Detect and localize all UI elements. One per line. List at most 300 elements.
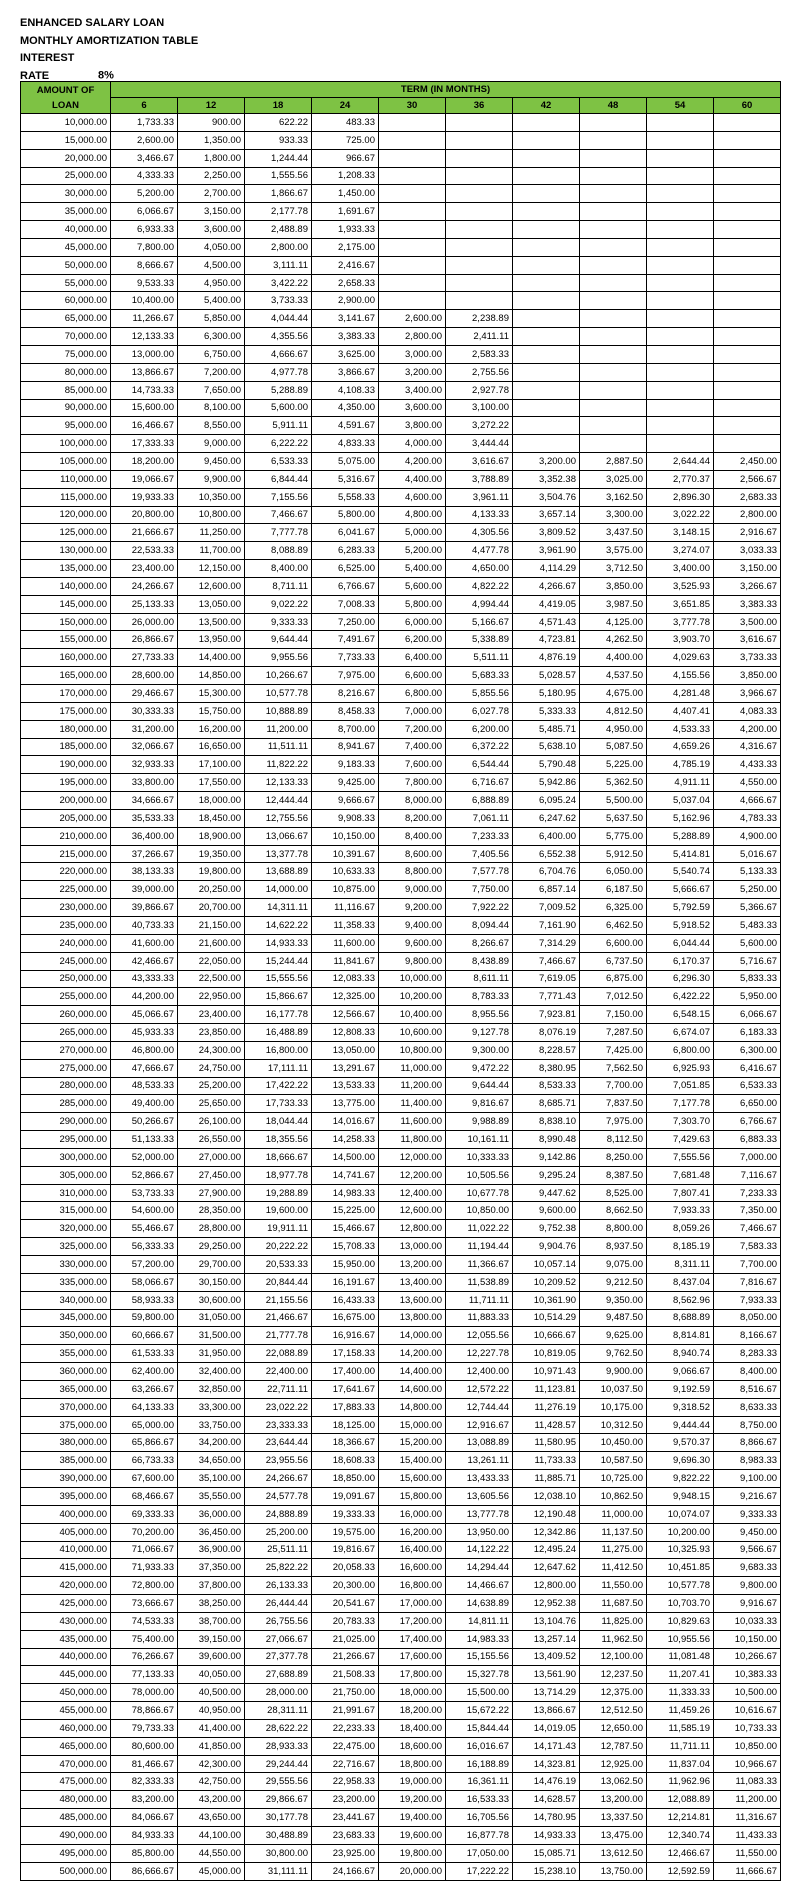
amortization-cell: 16,188.89 xyxy=(446,1755,513,1773)
amortization-cell: 18,608.33 xyxy=(312,1452,379,1470)
amortization-cell: 3,903.70 xyxy=(647,631,714,649)
amortization-cell: 13,777.78 xyxy=(446,1505,513,1523)
table-row xyxy=(21,827,781,845)
amortization-cell: 9,127.78 xyxy=(446,1024,513,1042)
amortization-cell: 14,258.33 xyxy=(312,1131,379,1149)
amortization-cell: 16,800.00 xyxy=(379,1577,446,1595)
loan-amount-cell: 260,000.00 xyxy=(21,1006,111,1024)
loan-amount-cell: 65,000.00 xyxy=(21,310,111,328)
amortization-cell: 42,750.00 xyxy=(178,1773,245,1791)
amortization-cell: 5,133.33 xyxy=(714,863,781,881)
amortization-cell: 5,288.89 xyxy=(647,827,714,845)
loan-amount-cell: 345,000.00 xyxy=(21,1309,111,1327)
amortization-cell: 8,088.89 xyxy=(245,542,312,560)
loan-amount-cell: 35,000.00 xyxy=(21,203,111,221)
amortization-cell: 6,525.00 xyxy=(312,560,379,578)
amortization-cell: 10,266.67 xyxy=(245,667,312,685)
amortization-cell: 28,933.33 xyxy=(245,1737,312,1755)
amortization-cell: 27,377.78 xyxy=(245,1648,312,1666)
amortization-cell: 21,666.67 xyxy=(111,524,178,542)
amortization-cell xyxy=(379,185,446,203)
amortization-cell: 6,750.00 xyxy=(178,345,245,363)
amortization-cell: 27,450.00 xyxy=(178,1166,245,1184)
amortization-cell: 12,925.00 xyxy=(580,1755,647,1773)
amortization-cell: 16,177.78 xyxy=(245,1006,312,1024)
amortization-cell: 10,577.78 xyxy=(245,685,312,703)
amortization-cell: 5,855.56 xyxy=(446,685,513,703)
amortization-cell: 27,688.89 xyxy=(245,1666,312,1684)
amortization-cell: 16,200.00 xyxy=(178,720,245,738)
amortization-cell: 4,785.19 xyxy=(647,756,714,774)
amortization-cell: 6,548.15 xyxy=(647,1006,714,1024)
amortization-cell: 2,177.78 xyxy=(245,203,312,221)
amortization-cell: 4,333.33 xyxy=(111,167,178,185)
amortization-cell: 7,750.00 xyxy=(446,881,513,899)
amortization-cell: 10,361.90 xyxy=(513,1291,580,1309)
amortization-cell: 9,000.00 xyxy=(178,435,245,453)
amortization-cell: 14,741.67 xyxy=(312,1166,379,1184)
amortization-cell: 56,333.33 xyxy=(111,1238,178,1256)
table-row xyxy=(21,274,781,292)
amortization-cell: 20,058.33 xyxy=(312,1559,379,1577)
amount-of-loan-header: AMOUNT OF LOAN xyxy=(21,82,111,114)
amortization-cell: 64,133.33 xyxy=(111,1398,178,1416)
amortization-cell: 5,911.11 xyxy=(245,417,312,435)
amortization-cell: 5,166.67 xyxy=(446,613,513,631)
amortization-cell: 22,400.00 xyxy=(245,1363,312,1381)
loan-amount-cell: 120,000.00 xyxy=(21,506,111,524)
amortization-cell: 7,800.00 xyxy=(111,238,178,256)
amortization-cell: 12,100.00 xyxy=(580,1648,647,1666)
loan-amount-cell: 130,000.00 xyxy=(21,542,111,560)
amortization-cell: 6,888.89 xyxy=(446,792,513,810)
amortization-cell: 8,633.33 xyxy=(714,1398,781,1416)
amortization-cell: 57,200.00 xyxy=(111,1256,178,1274)
amortization-cell: 84,933.33 xyxy=(111,1827,178,1845)
amortization-cell: 11,081.48 xyxy=(647,1648,714,1666)
amortization-cell: 3,200.00 xyxy=(379,363,446,381)
amortization-cell xyxy=(714,381,781,399)
amortization-cell: 10,312.50 xyxy=(580,1416,647,1434)
loan-amount-cell: 215,000.00 xyxy=(21,845,111,863)
amortization-cell: 23,955.56 xyxy=(245,1452,312,1470)
amortization-cell: 7,161.90 xyxy=(513,916,580,934)
amortization-cell: 3,141.67 xyxy=(312,310,379,328)
amortization-cell: 22,050.00 xyxy=(178,952,245,970)
loan-amount-cell: 285,000.00 xyxy=(21,1095,111,1113)
amortization-cell: 26,866.67 xyxy=(111,631,178,649)
loan-amount-cell: 350,000.00 xyxy=(21,1327,111,1345)
loan-amount-cell: 480,000.00 xyxy=(21,1791,111,1809)
amortization-cell: 9,142.86 xyxy=(513,1148,580,1166)
table-row xyxy=(21,560,781,578)
amortization-cell: 78,866.67 xyxy=(111,1702,178,1720)
document-header xyxy=(20,15,198,85)
amortization-cell: 20,533.33 xyxy=(245,1256,312,1274)
amortization-cell: 32,400.00 xyxy=(178,1363,245,1381)
amortization-cell: 2,411.11 xyxy=(446,328,513,346)
amortization-cell: 19,575.00 xyxy=(312,1523,379,1541)
amortization-cell: 4,477.78 xyxy=(446,542,513,560)
amortization-cell: 15,600.00 xyxy=(379,1470,446,1488)
amortization-cell: 36,400.00 xyxy=(111,827,178,845)
amortization-cell: 13,750.00 xyxy=(580,1862,647,1880)
table-row xyxy=(21,1398,781,1416)
amortization-cell: 13,688.89 xyxy=(245,863,312,881)
amortization-cell: 11,459.26 xyxy=(647,1702,714,1720)
amortization-cell: 10,400.00 xyxy=(111,292,178,310)
amortization-cell: 7,314.29 xyxy=(513,934,580,952)
amortization-cell: 9,900.00 xyxy=(178,470,245,488)
amortization-cell: 6,674.07 xyxy=(647,1024,714,1042)
amortization-cell: 21,600.00 xyxy=(178,934,245,952)
amortization-cell: 6,400.00 xyxy=(513,827,580,845)
loan-amount-cell: 420,000.00 xyxy=(21,1577,111,1595)
amortization-cell: 16,488.89 xyxy=(245,1024,312,1042)
amortization-cell: 3,961.90 xyxy=(513,542,580,560)
amortization-cell: 9,948.15 xyxy=(647,1487,714,1505)
amortization-cell: 9,216.67 xyxy=(714,1487,781,1505)
amortization-cell: 9,350.00 xyxy=(580,1291,647,1309)
amortization-cell: 17,400.00 xyxy=(379,1630,446,1648)
amortization-cell: 59,800.00 xyxy=(111,1309,178,1327)
amortization-cell: 6,552.38 xyxy=(513,845,580,863)
amortization-cell: 12,647.62 xyxy=(513,1559,580,1577)
amortization-cell: 10,600.00 xyxy=(379,1024,446,1042)
table-row xyxy=(21,738,781,756)
amortization-cell: 10,200.00 xyxy=(647,1523,714,1541)
loan-amount-cell: 470,000.00 xyxy=(21,1755,111,1773)
amortization-cell: 17,158.33 xyxy=(312,1345,379,1363)
amortization-cell: 6,041.67 xyxy=(312,524,379,542)
amortization-cell xyxy=(580,167,647,185)
amortization-cell: 13,200.00 xyxy=(580,1791,647,1809)
amortization-cell: 22,711.11 xyxy=(245,1380,312,1398)
amortization-cell xyxy=(580,256,647,274)
loan-amount-cell: 135,000.00 xyxy=(21,560,111,578)
amortization-cell: 14,800.00 xyxy=(379,1398,446,1416)
amortization-cell: 12,227.78 xyxy=(446,1345,513,1363)
amortization-cell: 7,250.00 xyxy=(312,613,379,631)
amortization-cell xyxy=(580,328,647,346)
amortization-cell: 7,650.00 xyxy=(178,381,245,399)
amortization-cell: 4,600.00 xyxy=(379,488,446,506)
loan-amount-cell: 370,000.00 xyxy=(21,1398,111,1416)
amortization-cell: 11,962.50 xyxy=(580,1630,647,1648)
amortization-cell: 10,350.00 xyxy=(178,488,245,506)
amortization-cell: 5,200.00 xyxy=(111,185,178,203)
amortization-cell: 37,266.67 xyxy=(111,845,178,863)
amortization-cell: 16,916.67 xyxy=(312,1327,379,1345)
amortization-cell: 9,570.37 xyxy=(647,1434,714,1452)
amortization-cell: 8,228.57 xyxy=(513,1041,580,1059)
amortization-cell: 4,433.33 xyxy=(714,756,781,774)
amortization-cell xyxy=(647,381,714,399)
amortization-cell: 43,333.33 xyxy=(111,970,178,988)
amortization-cell: 15,555.56 xyxy=(245,970,312,988)
amortization-cell: 7,009.52 xyxy=(513,899,580,917)
amortization-cell: 3,600.00 xyxy=(379,399,446,417)
amortization-cell: 19,800.00 xyxy=(379,1844,446,1862)
table-row xyxy=(21,1862,781,1880)
amortization-cell xyxy=(580,238,647,256)
amortization-cell: 2,900.00 xyxy=(312,292,379,310)
loan-amount-cell: 145,000.00 xyxy=(21,595,111,613)
amortization-cell: 11,550.00 xyxy=(714,1844,781,1862)
amortization-cell xyxy=(446,221,513,239)
table-row xyxy=(21,1505,781,1523)
loan-amount-cell: 255,000.00 xyxy=(21,988,111,1006)
amortization-cell: 6,416.67 xyxy=(714,1059,781,1077)
amortization-cell: 73,666.67 xyxy=(111,1595,178,1613)
amortization-cell: 15,866.67 xyxy=(245,988,312,1006)
amortization-cell: 725.00 xyxy=(312,131,379,149)
table-row xyxy=(21,952,781,970)
amortization-cell: 4,994.44 xyxy=(446,595,513,613)
amortization-cell: 11,083.33 xyxy=(714,1773,781,1791)
table-row xyxy=(21,631,781,649)
amortization-cell: 15,466.67 xyxy=(312,1220,379,1238)
amortization-cell: 3,266.67 xyxy=(714,577,781,595)
amortization-cell: 4,200.00 xyxy=(714,720,781,738)
amortization-cell: 13,714.29 xyxy=(513,1684,580,1702)
amortization-cell: 10,955.56 xyxy=(647,1630,714,1648)
amortization-table xyxy=(20,81,781,1881)
amortization-cell: 36,450.00 xyxy=(178,1523,245,1541)
amortization-cell: 9,696.30 xyxy=(647,1452,714,1470)
amortization-cell: 10,383.33 xyxy=(714,1666,781,1684)
amortization-cell: 4,029.63 xyxy=(647,649,714,667)
amortization-cell xyxy=(647,238,714,256)
amortization-cell: 3,800.00 xyxy=(379,417,446,435)
loan-amount-cell: 405,000.00 xyxy=(21,1523,111,1541)
amortization-cell xyxy=(714,274,781,292)
amortization-cell xyxy=(580,292,647,310)
amortization-cell: 13,400.00 xyxy=(379,1273,446,1291)
amortization-cell xyxy=(647,363,714,381)
amortization-cell: 9,318.52 xyxy=(647,1398,714,1416)
amortization-cell: 12,755.56 xyxy=(245,809,312,827)
amortization-cell: 19,600.00 xyxy=(245,1202,312,1220)
amortization-cell xyxy=(580,363,647,381)
amortization-cell: 3,712.50 xyxy=(580,560,647,578)
table-row xyxy=(21,1434,781,1452)
table-row xyxy=(21,310,781,328)
loan-amount-cell: 110,000.00 xyxy=(21,470,111,488)
table-row xyxy=(21,1648,781,1666)
amortization-cell xyxy=(714,221,781,239)
amortization-cell: 8,458.33 xyxy=(312,702,379,720)
amortization-cell: 5,483.33 xyxy=(714,916,781,934)
amortization-cell: 1,555.56 xyxy=(245,167,312,185)
loan-amount-cell: 460,000.00 xyxy=(21,1719,111,1737)
loan-amount-cell: 140,000.00 xyxy=(21,577,111,595)
amortization-cell: 52,866.67 xyxy=(111,1166,178,1184)
table-row xyxy=(21,1291,781,1309)
amortization-cell: 4,666.67 xyxy=(245,345,312,363)
amortization-cell: 13,605.56 xyxy=(446,1487,513,1505)
loan-amount-cell: 390,000.00 xyxy=(21,1470,111,1488)
amortization-cell: 5,833.33 xyxy=(714,970,781,988)
amortization-cell: 1,933.33 xyxy=(312,221,379,239)
amortization-cell: 1,800.00 xyxy=(178,149,245,167)
amortization-cell xyxy=(580,114,647,132)
amortization-cell xyxy=(513,417,580,435)
table-row xyxy=(21,1791,781,1809)
amortization-cell: 72,800.00 xyxy=(111,1577,178,1595)
amortization-cell: 11,123.81 xyxy=(513,1380,580,1398)
loan-amount-cell: 445,000.00 xyxy=(21,1666,111,1684)
amortization-cell: 9,752.38 xyxy=(513,1220,580,1238)
amortization-cell: 9,295.24 xyxy=(513,1166,580,1184)
amortization-cell: 28,350.00 xyxy=(178,1202,245,1220)
amortization-cell: 8,059.26 xyxy=(647,1220,714,1238)
loan-amount-cell: 235,000.00 xyxy=(21,916,111,934)
amortization-cell: 5,316.67 xyxy=(312,470,379,488)
amortization-cell xyxy=(580,203,647,221)
amortization-cell: 16,016.67 xyxy=(446,1737,513,1755)
amortization-cell: 12,190.48 xyxy=(513,1505,580,1523)
loan-amount-cell: 105,000.00 xyxy=(21,453,111,471)
amortization-cell: 8,940.74 xyxy=(647,1345,714,1363)
loan-amount-cell: 270,000.00 xyxy=(21,1041,111,1059)
amortization-cell: 5,250.00 xyxy=(714,881,781,899)
amortization-cell: 15,000.00 xyxy=(379,1416,446,1434)
amortization-cell: 70,200.00 xyxy=(111,1523,178,1541)
amortization-cell: 3,850.00 xyxy=(580,577,647,595)
amortization-cell: 8,688.89 xyxy=(647,1309,714,1327)
amortization-cell: 11,822.22 xyxy=(245,756,312,774)
amortization-cell: 58,933.33 xyxy=(111,1291,178,1309)
table-row xyxy=(21,1059,781,1077)
amortization-cell: 29,700.00 xyxy=(178,1256,245,1274)
amortization-cell: 16,200.00 xyxy=(379,1523,446,1541)
amortization-cell: 7,155.56 xyxy=(245,488,312,506)
amortization-cell: 14,933.33 xyxy=(245,934,312,952)
amortization-cell: 26,100.00 xyxy=(178,1113,245,1131)
amortization-cell: 34,200.00 xyxy=(178,1434,245,1452)
table-row xyxy=(21,809,781,827)
amortization-cell: 8,100.00 xyxy=(178,399,245,417)
amortization-cell: 29,866.67 xyxy=(245,1791,312,1809)
table-row xyxy=(21,1541,781,1559)
amortization-cell: 4,537.50 xyxy=(580,667,647,685)
amortization-cell: 12,214.81 xyxy=(647,1809,714,1827)
amortization-cell: 66,733.33 xyxy=(111,1452,178,1470)
amortization-cell: 1,244.44 xyxy=(245,149,312,167)
loan-amount-cell: 425,000.00 xyxy=(21,1595,111,1613)
amortization-cell xyxy=(446,203,513,221)
amortization-cell: 7,177.78 xyxy=(647,1095,714,1113)
amortization-cell: 23,441.67 xyxy=(312,1809,379,1827)
amortization-cell: 7,922.22 xyxy=(446,899,513,917)
amortization-cell: 3,733.33 xyxy=(714,649,781,667)
amortization-cell: 8,783.33 xyxy=(446,988,513,1006)
amortization-cell: 37,800.00 xyxy=(178,1577,245,1595)
amortization-cell xyxy=(580,417,647,435)
loan-amount-cell: 355,000.00 xyxy=(21,1345,111,1363)
amortization-cell: 7,807.41 xyxy=(647,1184,714,1202)
amortization-cell: 16,600.00 xyxy=(379,1559,446,1577)
amortization-cell: 2,658.33 xyxy=(312,274,379,292)
amortization-cell: 4,400.00 xyxy=(580,649,647,667)
amortization-cell: 10,175.00 xyxy=(580,1398,647,1416)
table-row xyxy=(21,667,781,685)
amortization-cell xyxy=(647,131,714,149)
amortization-cell: 11,116.67 xyxy=(312,899,379,917)
amortization-cell: 22,500.00 xyxy=(178,970,245,988)
amortization-cell: 23,850.00 xyxy=(178,1024,245,1042)
amortization-cell: 8,550.00 xyxy=(178,417,245,435)
table-row xyxy=(21,542,781,560)
table-row xyxy=(21,1024,781,1042)
amortization-cell: 11,962.96 xyxy=(647,1773,714,1791)
amortization-cell xyxy=(379,167,446,185)
amortization-cell: 4,723.81 xyxy=(513,631,580,649)
amortization-cell: 51,133.33 xyxy=(111,1131,178,1149)
amortization-cell: 7,583.33 xyxy=(714,1238,781,1256)
amortization-cell: 11,000.00 xyxy=(379,1059,446,1077)
term-header-12: 12 xyxy=(178,98,245,114)
amortization-cell: 4,266.67 xyxy=(513,577,580,595)
amortization-cell: 44,550.00 xyxy=(178,1844,245,1862)
amortization-cell: 6,325.00 xyxy=(580,899,647,917)
amortization-cell: 5,087.50 xyxy=(580,738,647,756)
amortization-cell: 17,200.00 xyxy=(379,1612,446,1630)
amortization-cell: 9,212.50 xyxy=(580,1273,647,1291)
loan-amount-cell: 310,000.00 xyxy=(21,1184,111,1202)
amortization-cell: 24,266.67 xyxy=(111,577,178,595)
loan-amount-cell: 60,000.00 xyxy=(21,292,111,310)
amortization-cell: 9,822.22 xyxy=(647,1470,714,1488)
amortization-cell xyxy=(513,114,580,132)
term-header-30: 30 xyxy=(379,98,446,114)
amortization-cell: 44,200.00 xyxy=(111,988,178,1006)
amortization-cell: 10,000.00 xyxy=(379,970,446,988)
amortization-cell: 8,814.81 xyxy=(647,1327,714,1345)
loan-amount-cell: 210,000.00 xyxy=(21,827,111,845)
loan-amount-cell: 360,000.00 xyxy=(21,1363,111,1381)
amortization-cell: 4,281.48 xyxy=(647,685,714,703)
amortization-cell: 11,000.00 xyxy=(580,1505,647,1523)
amortization-cell xyxy=(714,417,781,435)
amortization-cell: 4,044.44 xyxy=(245,310,312,328)
amortization-cell xyxy=(446,149,513,167)
amortization-cell xyxy=(379,256,446,274)
amortization-cell: 11,600.00 xyxy=(379,1113,446,1131)
amortization-cell: 9,644.44 xyxy=(446,1077,513,1095)
amortization-cell: 622.22 xyxy=(245,114,312,132)
amortization-cell: 19,000.00 xyxy=(379,1773,446,1791)
amortization-cell: 6,600.00 xyxy=(379,667,446,685)
amortization-cell: 6,044.44 xyxy=(647,934,714,952)
table-row xyxy=(21,1844,781,1862)
amortization-cell: 18,355.56 xyxy=(245,1131,312,1149)
amortization-cell: 6,372.22 xyxy=(446,738,513,756)
amortization-cell: 12,400.00 xyxy=(379,1184,446,1202)
amortization-cell: 7,800.00 xyxy=(379,774,446,792)
amortization-cell: 12,342.86 xyxy=(513,1523,580,1541)
amortization-cell: 9,333.33 xyxy=(245,613,312,631)
amortization-cell: 30,333.33 xyxy=(111,702,178,720)
amortization-cell: 14,811.11 xyxy=(446,1612,513,1630)
amortization-cell: 11,885.71 xyxy=(513,1470,580,1488)
amortization-cell: 4,125.00 xyxy=(580,613,647,631)
amortization-cell: 7,555.56 xyxy=(647,1148,714,1166)
amortization-cell: 33,750.00 xyxy=(178,1416,245,1434)
amortization-cell: 83,200.00 xyxy=(111,1791,178,1809)
amortization-cell: 9,600.00 xyxy=(379,934,446,952)
